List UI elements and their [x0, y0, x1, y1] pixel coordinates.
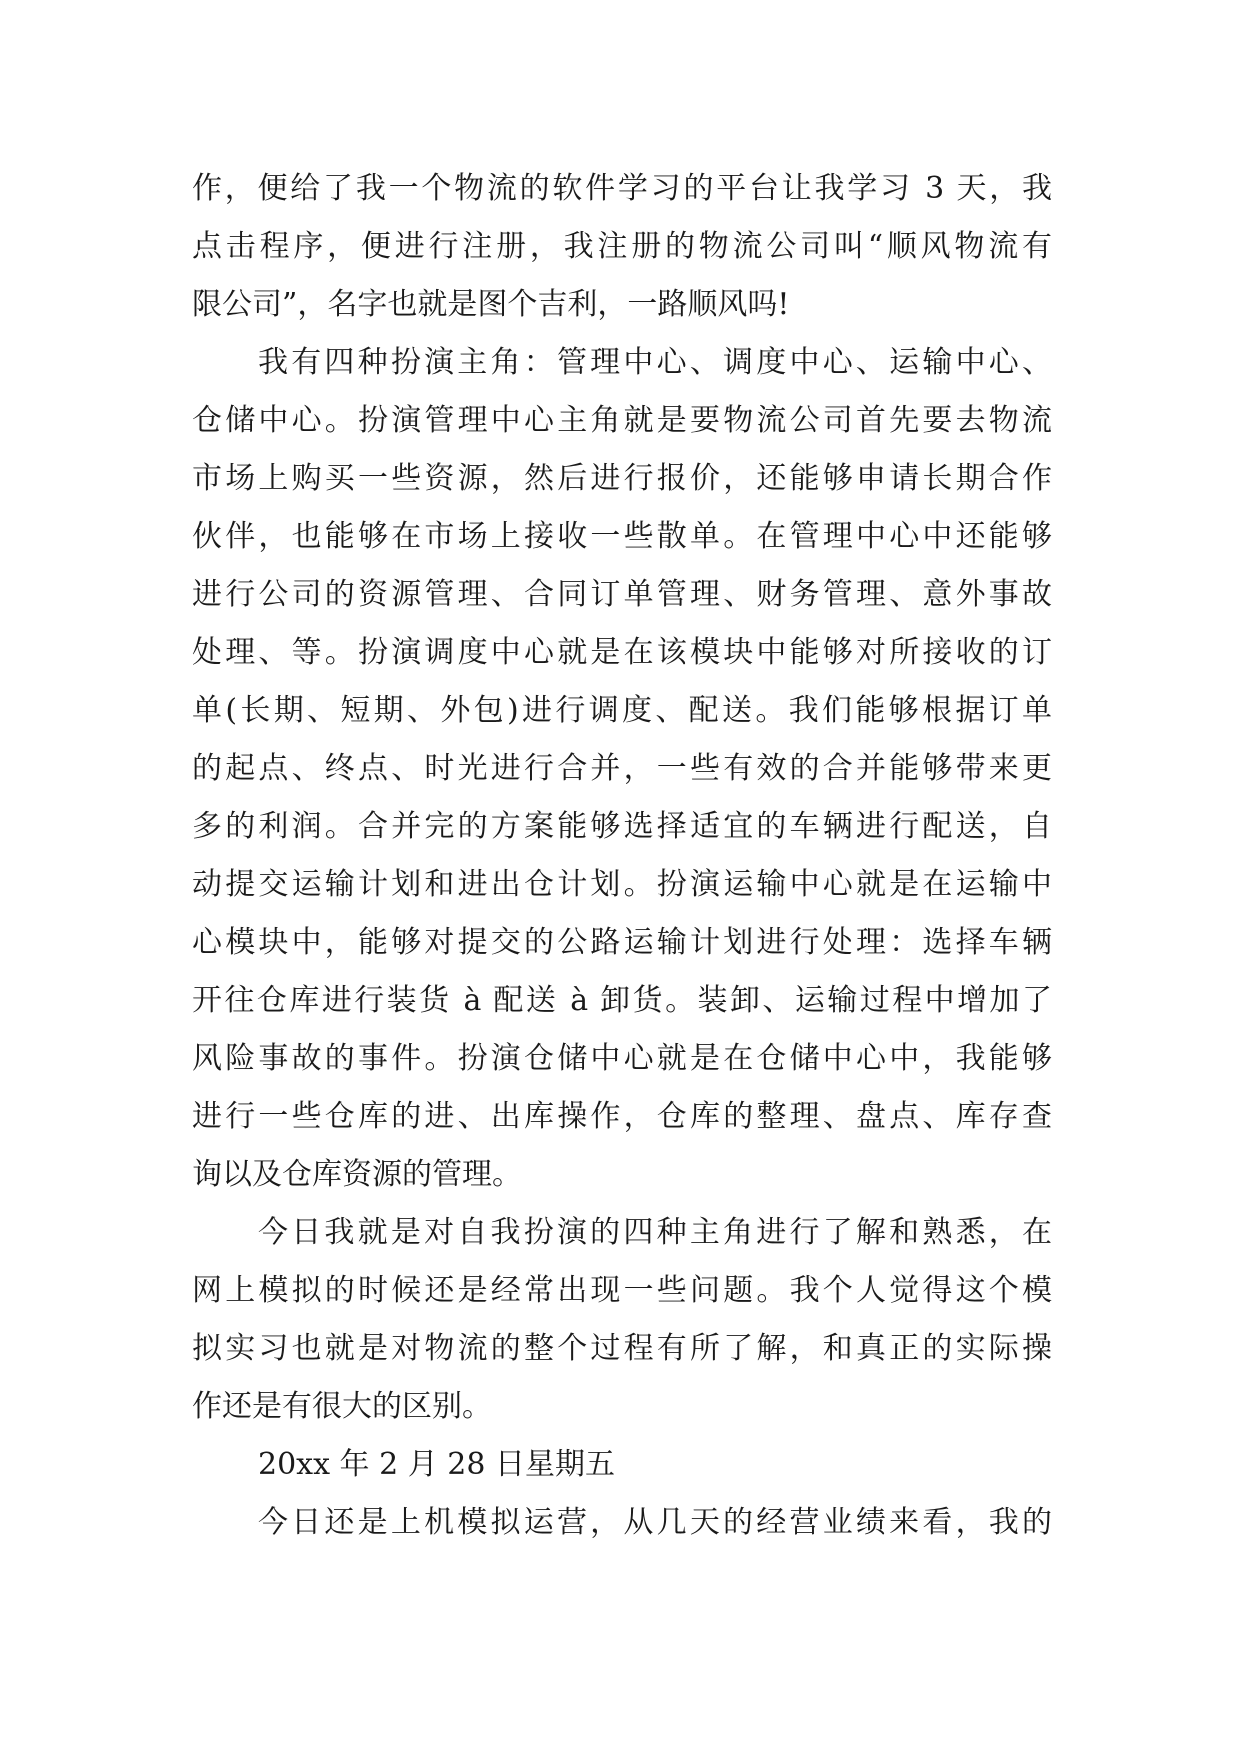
document-body: [192, 160, 1052, 1552]
text-line: 多的利润。合并完的方案能够选择适宜的车辆进行配送，自: [192, 809, 1052, 844]
text-line: 市场上购买一些资源，然后进行报价，还能够申请长期合作: [192, 461, 1052, 496]
text-line: 询以及仓库资源的管理。: [192, 1157, 522, 1192]
text-line: 进行公司的资源管理、合同订单管理、财务管理、意外事故: [192, 577, 1052, 612]
text-line: 作还是有很大的区别。: [192, 1389, 492, 1424]
text-line: 仓储中心。扮演管理中心主角就是要物流公司首先要去物流: [192, 403, 1052, 438]
text-line: 开往仓库进行装货 à 配送 à 卸货。装卸、运输过程中增加了: [192, 983, 1052, 1018]
text-line: 单(长期、短期、外包)进行调度、配送。我们能够根据订单: [192, 693, 1052, 728]
text-line: 风险事故的事件。扮演仓储中心就是在仓储中心中，我能够: [192, 1041, 1052, 1076]
text-line: 伙伴，也能够在市场上接收一些散单。在管理中心中还能够: [192, 519, 1052, 554]
text-line: 网上模拟的时候还是经常出现一些问题。我个人觉得这个模: [192, 1273, 1052, 1308]
paragraph-first-line: 今日我就是对自我扮演的四种主角进行了解和熟悉，在: [258, 1215, 1052, 1250]
text-line: 点击程序，便进行注册，我注册的物流公司叫“顺风物流有: [192, 229, 1052, 264]
date-heading: 20xx 年 2 月 28 日星期五: [258, 1447, 615, 1482]
text-line: 限公司”，名字也就是图个吉利，一路顺风吗!: [192, 287, 790, 322]
paragraph-first-line: 今日还是上机模拟运营，从几天的经营业绩来看，我的: [258, 1505, 1052, 1540]
text-line: 的起点、终点、时光进行合并，一些有效的合并能够带来更: [192, 751, 1052, 786]
paragraph-first-line: 我有四种扮演主角：管理中心、调度中心、运输中心、: [258, 345, 1052, 380]
text-line: 心模块中，能够对提交的公路运输计划进行处理：选择车辆: [192, 925, 1052, 960]
text-line: 作，便给了我一个物流的软件学习的平台让我学习 3 天，我: [192, 171, 1052, 206]
text-line: 拟实习也就是对物流的整个过程有所了解，和真正的实际操: [192, 1331, 1052, 1366]
text-line: 处理、等。扮演调度中心就是在该模块中能够对所接收的订: [192, 635, 1052, 670]
text-line: 动提交运输计划和进出仓计划。扮演运输中心就是在运输中: [192, 867, 1052, 902]
text-line: 进行一些仓库的进、出库操作，仓库的整理、盘点、库存查: [192, 1099, 1052, 1134]
